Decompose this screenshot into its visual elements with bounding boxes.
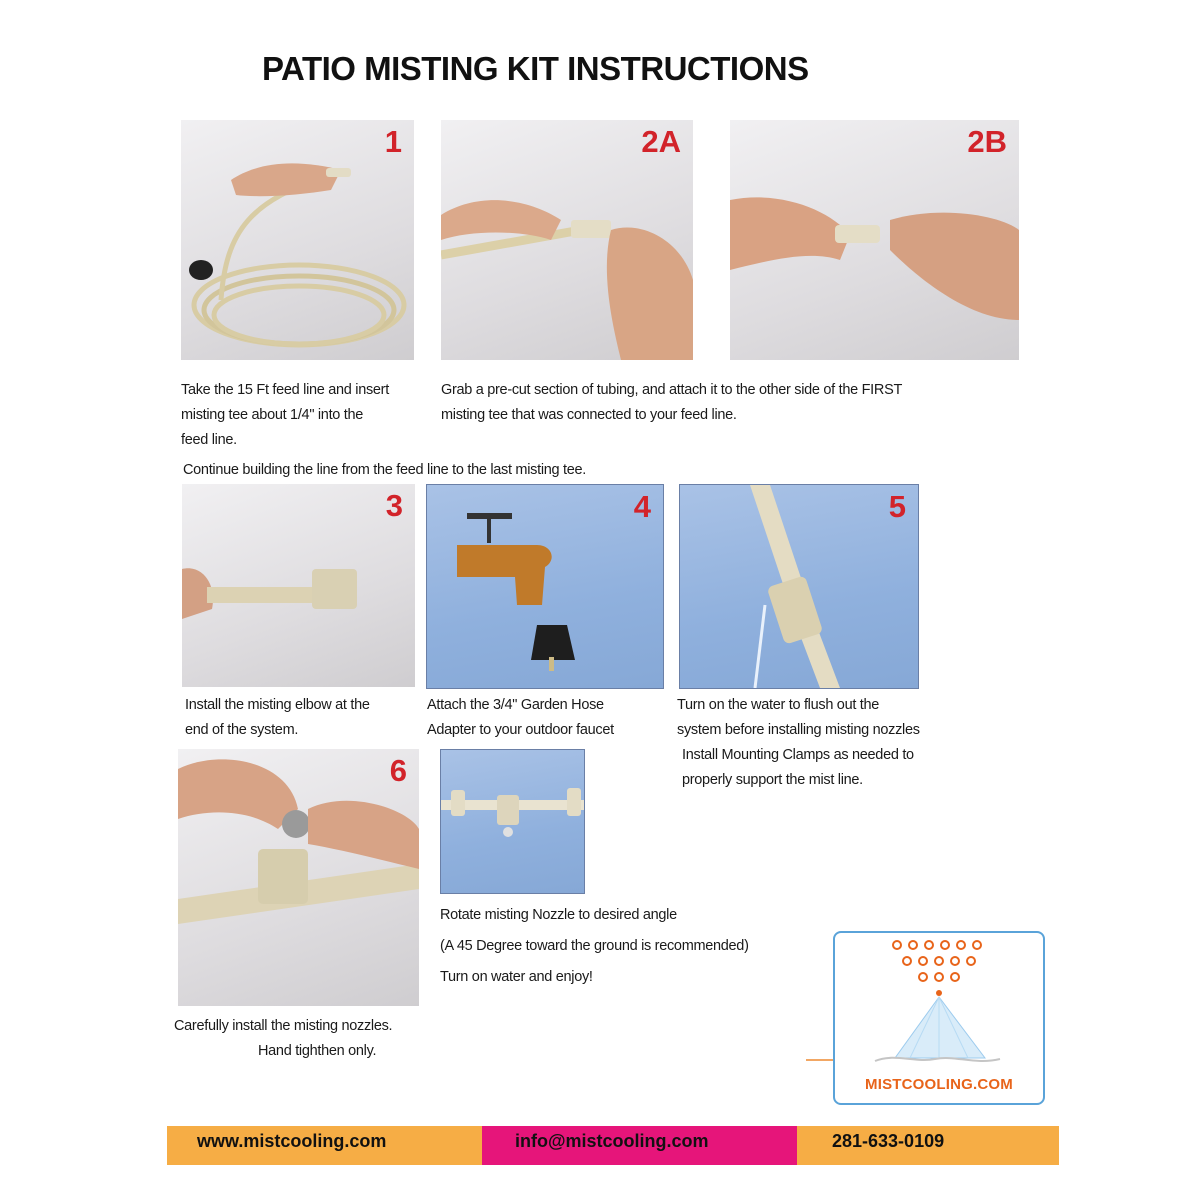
step-2b-number: 2B: [967, 124, 1007, 159]
footer-email[interactable]: info@mistcooling.com: [482, 1126, 797, 1165]
rotate-caption-line: Rotate misting Nozzle to desired angle: [440, 907, 677, 923]
step-5-number: 5: [888, 489, 906, 524]
rotate-caption: [440, 900, 749, 993]
step-2-caption-line: Grab a pre-cut section of tubing, and attach it to the other side of the FIRST: [441, 382, 903, 398]
step-6-caption-line: Carefully install the misting nozzles.: [174, 1018, 393, 1034]
logo-text: MISTCOOLING.COM: [865, 1076, 1013, 1093]
step-6-photo: [178, 749, 419, 1006]
feed-line-coil-image: [181, 120, 414, 360]
step-3-caption: [185, 693, 370, 743]
step-2-caption-line: misting tee that was connected to your feed line.: [441, 407, 737, 423]
step-6-caption: [174, 1014, 392, 1064]
step-1-caption-line: Take the 15 Ft feed line and insert: [181, 382, 389, 398]
faucet-adapter-image: [427, 485, 663, 688]
rotate-caption-line: (A 45 Degree toward the ground is recommended): [440, 938, 749, 954]
step-4-photo: [426, 484, 664, 689]
step-2a-photo: [441, 120, 693, 360]
divider: [806, 1059, 836, 1061]
step-1-photo: [181, 120, 414, 360]
step-5-caption-line: system before installing misting nozzles: [677, 722, 920, 738]
rotate-caption-line: Turn on water and enjoy!: [440, 969, 593, 985]
step-1-caption-line: feed line.: [181, 432, 237, 448]
flush-line-image: [680, 485, 918, 688]
misting-elbow-image: [182, 484, 415, 687]
step-4-caption: [427, 693, 614, 743]
step-6-caption-line: Hand tighthen only.: [258, 1043, 377, 1059]
misting-tee-image: [441, 750, 584, 893]
step-1-caption: [181, 378, 389, 453]
step-5-caption: [677, 693, 920, 793]
page-title: PATIO MISTING KIT INSTRUCTIONS: [262, 50, 809, 87]
step-3-photo: [182, 484, 415, 687]
step-3-number: 3: [385, 488, 403, 523]
step-3-caption-line: Install the misting elbow at the: [185, 697, 370, 713]
mistcooling-logo: [833, 931, 1045, 1105]
step-2-caption: [441, 378, 902, 428]
step-4-number: 4: [633, 489, 651, 524]
step-3-caption-line: end of the system.: [185, 722, 299, 738]
step-5-caption-line: Turn on the water to flush out the: [677, 697, 880, 713]
step-2b-photo: [730, 120, 1019, 360]
footer-phone[interactable]: 281-633-0109: [797, 1126, 1059, 1165]
step-1-caption-line: misting tee about 1/4" into the: [181, 407, 364, 423]
footer-website[interactable]: www.mistcooling.com: [167, 1126, 482, 1165]
step-5-caption-line: properly support the mist line.: [682, 772, 863, 788]
step-5-photo: [679, 484, 919, 689]
step-2a-number: 2A: [641, 124, 681, 159]
rotate-nozzle-photo: [440, 749, 585, 894]
step-4-caption-line: Attach the 3/4" Garden Hose: [427, 697, 604, 713]
step-5-caption-line: Install Mounting Clamps as needed to: [682, 747, 914, 763]
step-4-caption-line: Adapter to your outdoor faucet: [427, 722, 614, 738]
continue-note: Continue building the line from the feed line to the last misting tee.: [183, 462, 586, 478]
step-6-number: 6: [389, 753, 407, 788]
install-nozzle-image: [178, 749, 419, 1006]
step-1-number: 1: [384, 124, 402, 159]
